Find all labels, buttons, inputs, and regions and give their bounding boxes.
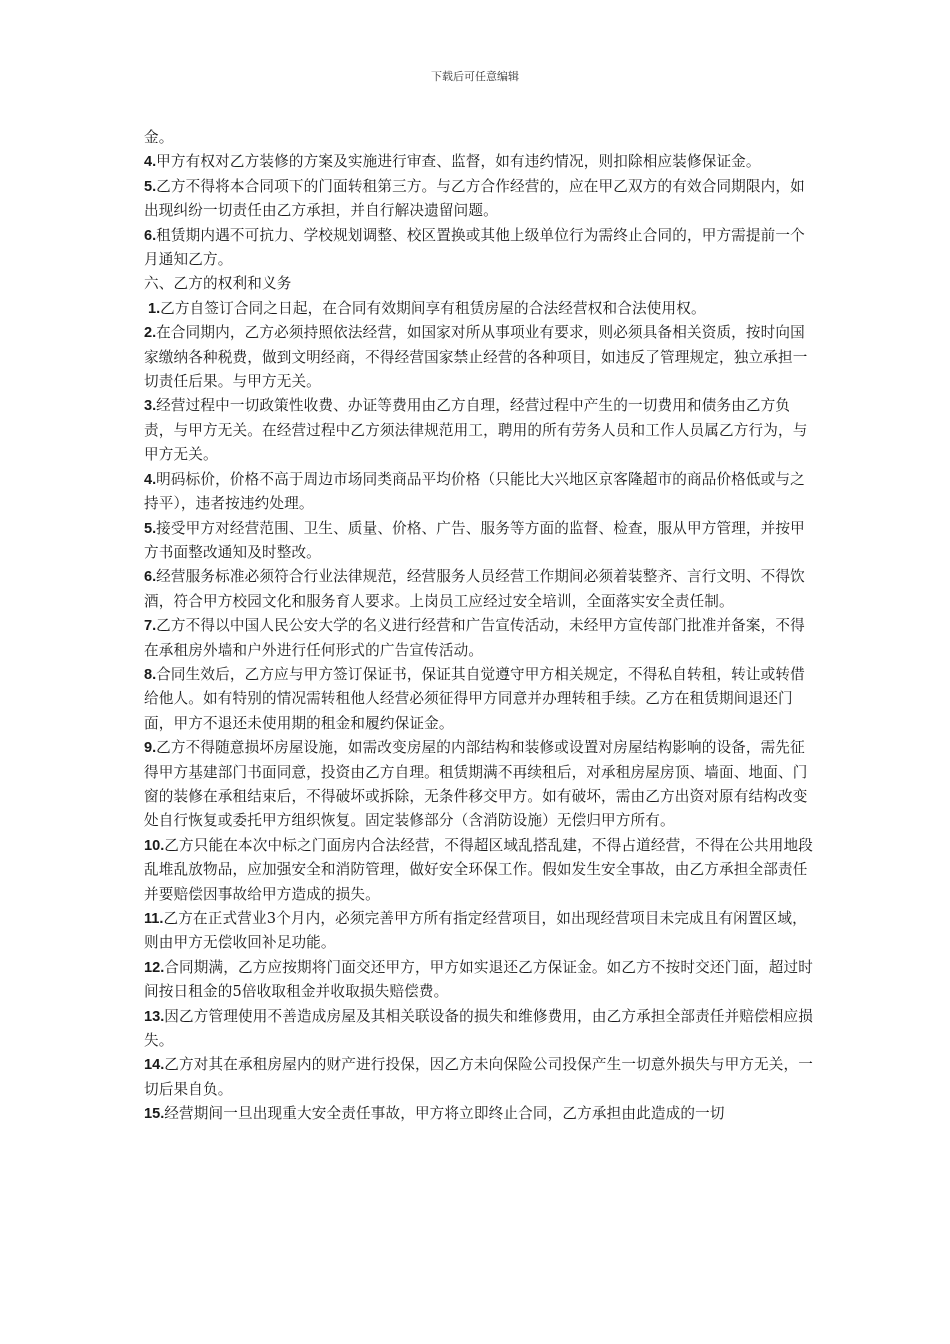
clause-text: 乙方不得以中国人民公安大学的名义进行经营和广告宣传活动，未经甲方宣传部门批准并备案，不得在承租房外墙和户外进行任何形式的广告宣传活动。 <box>144 617 805 659</box>
clause-b7 <box>144 614 816 663</box>
clause-number: 6. <box>144 569 157 586</box>
clause-b13 <box>144 1005 816 1054</box>
clause-b10 <box>144 834 816 907</box>
clause-text: 接受甲方对经营范围、卫生、质量、价格、广告、服务等方面的监督、检查，服从甲方管理，并按甲方书面整改通知及时整改。 <box>144 519 805 561</box>
document-body <box>144 126 816 1127</box>
clause-a6 <box>144 224 816 273</box>
clause-number: 7. <box>144 618 157 635</box>
clause-a4 <box>144 150 816 174</box>
clause-b1 <box>144 297 816 321</box>
clause-number: 4. <box>144 154 157 171</box>
section-heading <box>144 272 816 296</box>
clause-b14 <box>144 1053 816 1102</box>
clause-text: 合同期满，乙方应按期将门面交还甲方，甲方如实退还乙方保证金。如乙方不按时交还门面，超过时间按日租金的5倍收取租金并收取损失赔偿费。 <box>144 958 814 1001</box>
clause-number: 3. <box>144 398 157 415</box>
clause-number: 2. <box>144 325 157 342</box>
clause-text: 乙方在正式营业3个月内，必须完善甲方所有指定经营项目，如出现经营项目未完成且有闲置区域，则由甲方无偿收回补足功能。 <box>144 910 807 952</box>
paragraph-continuation <box>144 126 816 150</box>
section-heading-text: 六、乙方的权利和义务 <box>144 275 292 293</box>
clause-text: 在合同期内，乙方必须持照依法经营，如国家对所从事项业有要求，则必须具备相关资质，按时向国家缴纳各种税费，做到文明经商，不得经营国家禁止经营的各种项目，如违反了管理规定，独立承担一切责任后果。与甲方无关。 <box>144 324 808 391</box>
paragraph-text: 金。 <box>144 129 174 146</box>
clause-text: 因乙方管理使用不善造成房屋及其相关联设备的损失和维修费用，由乙方承担全部责任并赔偿相应损失。 <box>144 1007 814 1050</box>
clause-text: 明码标价，价格不高于周边市场同类商品平均价格（只能比大兴地区京客隆超市的商品价格低或与之持平），违者按违约处理。 <box>144 470 805 513</box>
clause-text: 租赁期内遇不可抗力、学校规划调整、校区置换或其他上级单位行为需终止合同的，甲方需提前一个月通知乙方。 <box>144 226 805 269</box>
clause-b12 <box>144 956 816 1005</box>
clause-number: 1. <box>148 300 161 317</box>
clause-text: 经营期间一旦出现重大安全责任事故，甲方将立即终止合同，乙方承担由此造成的一切 <box>164 1105 725 1123</box>
clause-b3 <box>144 394 816 467</box>
clause-number: 14. <box>144 1057 165 1074</box>
clause-text: 乙方自签订合同之日起，在合同有效期间享有租赁房屋的合法经营权和合法使用权。 <box>160 299 706 317</box>
clause-text: 合同生效后，乙方应与甲方签订保证书，保证其自觉遵守甲方相关规定，不得私自转租，转让或转借给他人。如有特别的情况需转租他人经营必须征得甲方同意并办理转租手续。乙方在租赁期间退还门面，甲方不退还未使用期的租金和履约保证金。 <box>144 665 805 732</box>
clause-text: 乙方不得将本合同项下的门面转租第三方。与乙方合作经营的，应在甲乙双方的有效合同期限内，如出现纠纷一切责任由乙方承担，并自行解决遗留问题。 <box>144 177 805 220</box>
clause-number: 9. <box>144 740 157 757</box>
clause-text: 经营服务标准必须符合行业法律规范，经营服务人员经营工作期间必须着装整齐、言行文明、不得饮酒，符合甲方校园文化和服务育人要求。上岗员工应经过安全培训，全面落实安全责任制。 <box>144 568 805 610</box>
clause-number: 10. <box>144 837 165 854</box>
clause-number: 11. <box>144 911 164 927</box>
clause-text: 乙方对其在承租房屋内的财产进行投保，因乙方未向保险公司投保产生一切意外损失与甲方无关，一切后果自负。 <box>144 1056 814 1098</box>
clause-number: 12. <box>144 959 165 976</box>
clause-text: 经营过程中一切政策性收费、办证等费用由乙方自理，经营过程中产生的一切费用和债务由乙方负责，与甲方无关。在经营过程中乙方须法律规范用工，聘用的所有劳务人员和工作人员属乙方行为，与甲方无关。 <box>144 397 808 464</box>
clause-b5 <box>144 517 816 566</box>
clause-b4 <box>144 468 816 517</box>
clause-b6 <box>144 565 816 614</box>
clause-b9 <box>144 736 816 834</box>
clause-number: 15. <box>144 1106 165 1123</box>
clause-b11 <box>144 907 816 956</box>
clause-number: 5. <box>144 178 157 195</box>
clause-number: 5. <box>144 520 157 537</box>
clause-a5 <box>144 175 816 224</box>
clause-number: 13. <box>144 1008 165 1025</box>
clause-number: 8. <box>144 666 157 683</box>
clause-text: 乙方不得随意损坏房屋设施，如需改变房屋的内部结构和装修或设置对房屋结构影响的设备，需先征得甲方基建部门书面同意，投资由乙方自理。租赁期满不再续租后，对承租房屋房顶、墙面、地面、门窗的装修在承租结束后，不得破坏或拆除，无条件移交甲方。如有破坏，需由乙方出资对原有结构改变处自行恢复或委托甲方组织恢复。固定装修部分（含消防设施）无偿归甲方所有。 <box>144 739 808 830</box>
clause-text: 甲方有权对乙方装修的方案及实施进行审查、监督，如有违约情况，则扣除相应装修保证金。 <box>156 153 761 171</box>
clause-number: 6. <box>144 227 157 244</box>
page-header: 下载后可任意编辑 <box>431 70 519 83</box>
clause-b8 <box>144 663 816 736</box>
clause-text: 乙方只能在本次中标之门面房内合法经营，不得超区域乱搭乱建，不得占道经营，不得在公共用地段乱堆乱放物品，应加强安全和消防管理，做好安全环保工作。假如发生安全事故，由乙方承担全部责任并要赔偿因事故给甲方造成的损失。 <box>144 836 814 903</box>
clause-b2 <box>144 321 816 394</box>
clause-b15 <box>144 1102 816 1126</box>
clause-number: 4. <box>144 471 157 488</box>
